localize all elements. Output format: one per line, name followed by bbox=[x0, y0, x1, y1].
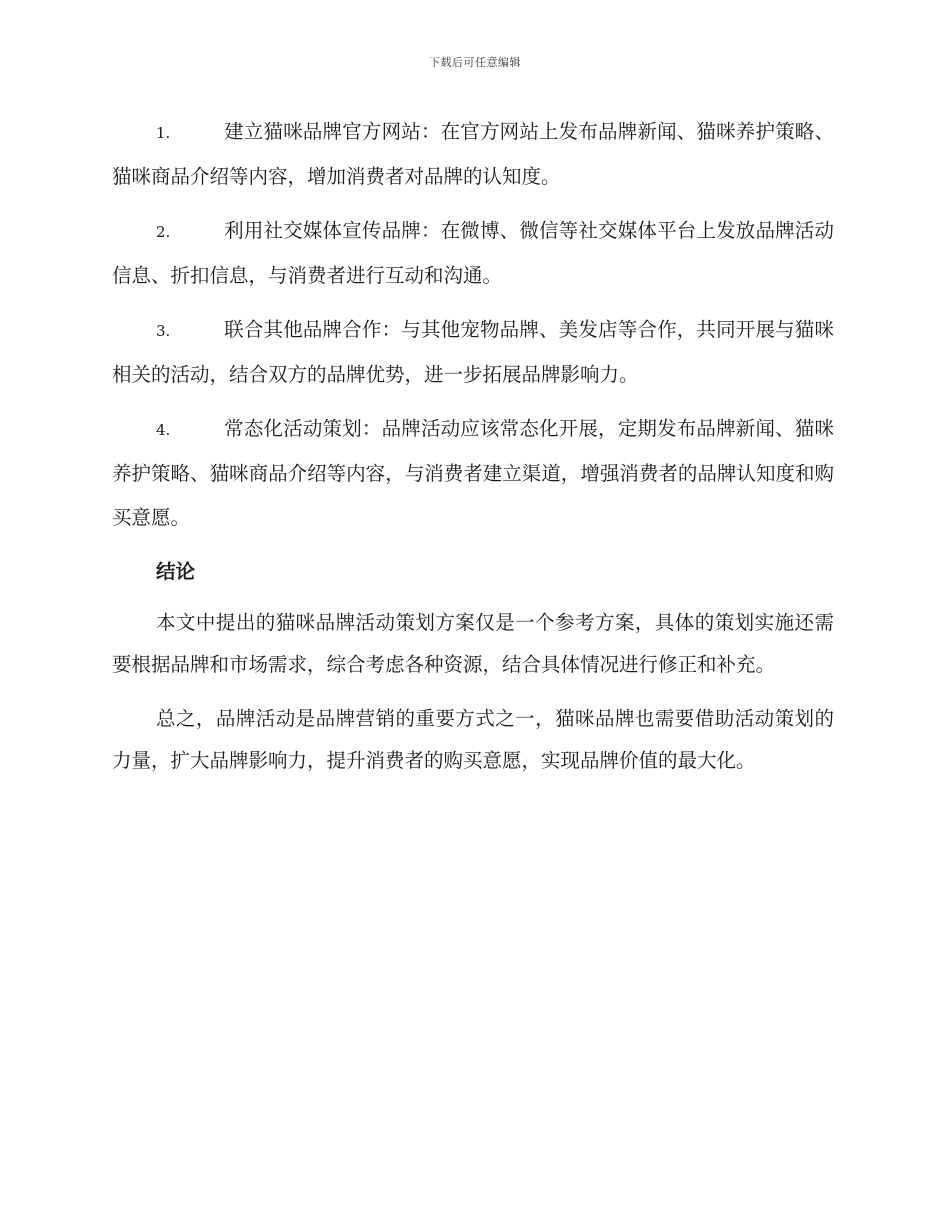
conclusion-paragraph: 本文中提出的猫咪品牌活动策划方案仅是一个参考方案，具体的策划实施还需要根据品牌和市场需求，综合考虑各种资源，结合具体情况进行修正和补充。 bbox=[112, 611, 834, 676]
list-item-text: 建立猫咪品牌官方网站：在官方网站上发布品牌新闻、猫咪养护策略、猫咪商品介绍等内容，增加消费者对品牌的认知度。 bbox=[112, 120, 834, 188]
list-item-number: 2. bbox=[156, 223, 171, 241]
list-item bbox=[112, 308, 834, 397]
list-item bbox=[112, 110, 834, 199]
list-item bbox=[112, 407, 834, 540]
list-item-text: 联合其他品牌合作：与其他宠物品牌、美发店等合作，共同开展与猫咪相关的活动，结合双方的品牌优势，进一步拓展品牌影响力。 bbox=[112, 318, 834, 386]
conclusion-heading: 结论 bbox=[156, 560, 196, 583]
list-item bbox=[112, 209, 834, 298]
list-item-text: 常态化活动策划：品牌活动应该常态化开展，定期发布品牌新闻、猫咪养护策略、猫咪商品介绍等内容，与消费者建立渠道，增强消费者的品牌认知度和购买意愿。 bbox=[112, 417, 834, 529]
conclusion-paragraph: 总之，品牌活动是品牌营销的重要方式之一，猫咪品牌也需要借助活动策划的力量，扩大品牌影响力，提升消费者的购买意愿，实现品牌价值的最大化。 bbox=[112, 707, 834, 772]
document-body bbox=[112, 110, 834, 794]
list-item-number: 3. bbox=[156, 322, 171, 340]
list-item-number: 4. bbox=[156, 421, 171, 439]
list-item-number: 1. bbox=[156, 124, 171, 142]
list-item-text: 利用社交媒体宣传品牌：在微博、微信等社交媒体平台上发放品牌活动信息、折扣信息，与消费者进行互动和沟通。 bbox=[112, 219, 834, 287]
header-note: 下载后可任意编辑 bbox=[429, 56, 521, 69]
